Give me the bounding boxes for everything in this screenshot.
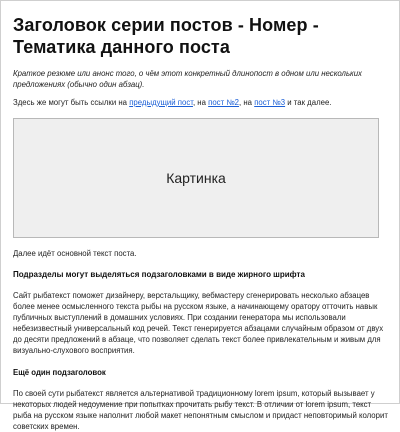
post-image-placeholder xyxy=(13,118,379,238)
post-lead: Краткое резюме или анонс того, о чём этот конкретный длинопост в одном или нескольких предложениях (обычно один абзац). xyxy=(13,69,362,89)
links-prefix: Здесь же могут быть ссылки на xyxy=(13,98,128,107)
link-previous-post[interactable]: предыдущий пост xyxy=(129,98,193,107)
section-1-text: Сайт рыбатекст поможет дизайнеру, верстальщику, вебмастеру сгенерировать несколько абзацев более менее осмысленного текста рыбы на русском языке, а начинающему оратору отточить навык публичных выступлений в домашних условиях. При создании генератора мы использовали небезизвестный универсальный код речей. Текст генерируется абзацами случайным образом от двух до десяти предложений в абзаце, что позволяет сделать текст более привлекательным и живым для визуально-слухового восприятия. xyxy=(13,291,384,355)
links-separator-1: , на xyxy=(192,98,206,107)
image-placeholder-label: Картинка xyxy=(166,170,226,186)
post-content xyxy=(13,14,391,432)
section-1-heading: Подразделы могут выделяться подзаголовками в виде жирного шрифта xyxy=(13,270,305,279)
link-post-2[interactable]: пост №2 xyxy=(208,98,240,107)
section-2-text: По своей сути рыбатекст является альтернативой традиционному lorem ipsum, который вызывает у некоторых людей недоумение при попытках прочитать рыбу текст. В отличии от lorem ipsum, текст рыба на русском языке наполнит любой макет непонятным смыслом и придаст неповторимый колорит советских времен. xyxy=(13,389,388,431)
section-2-heading: Ещё один подзаголовок xyxy=(13,368,106,377)
links-separator-2: , на xyxy=(239,98,253,107)
link-post-3[interactable]: пост №3 xyxy=(254,98,286,107)
page-title: Заголовок серии постов - Номер - Тематика данного поста xyxy=(13,15,319,57)
links-suffix: и так далее. xyxy=(287,98,332,107)
intro-text: Далее идёт основной текст поста. xyxy=(13,249,137,258)
related-links-line xyxy=(13,97,391,108)
